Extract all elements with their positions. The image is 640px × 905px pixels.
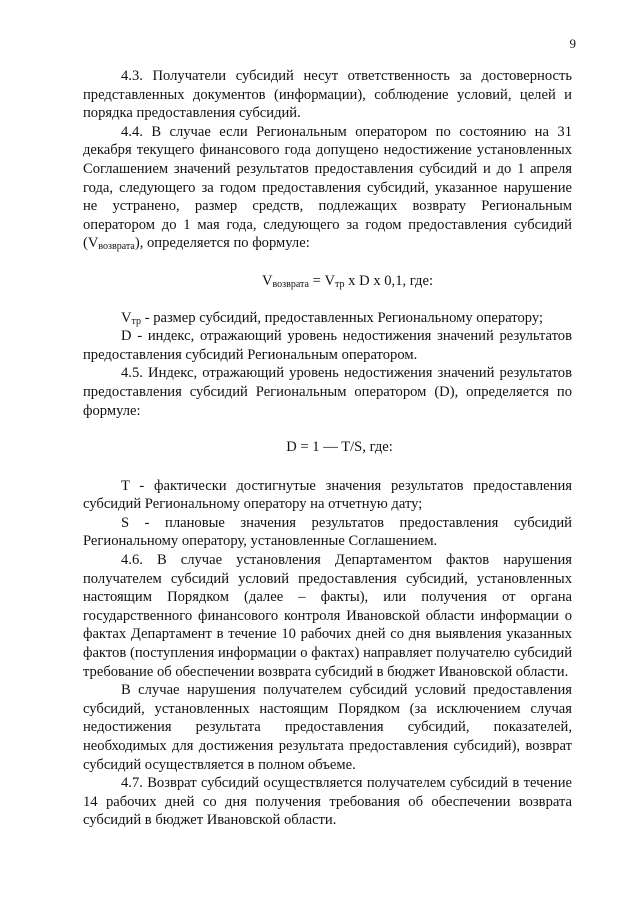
formula1-tr-sub: тр <box>335 278 345 290</box>
definition-vtr <box>83 309 572 328</box>
paragraph-4-6: 4.6. В случае установления Департаментом фактов нарушения получателем субсидий условий предоставления субсидий, установленных настоящим Порядком (далее – факты), или получения от органа государственного финансового контроля Ивановской области информации о фактах Департамент в течение 10 рабочих дней со дня выявления указанных фактов (поступления информации о фактах) направляет получателю субсидий требование об обеспечении возврата субсидий в бюджет Ивановской области. <box>83 552 572 680</box>
formula1-v: V <box>261 272 273 289</box>
definition-d: D - индекс, отражающий уровень недостижения значений результатов предоставления субсидий Региональным оператором. <box>83 328 572 363</box>
paragraph-4-4-text-b: ), определяется по формуле: <box>134 235 310 252</box>
vtr-text: - размер субсидий, предоставленных Региональному оператору; <box>141 309 544 326</box>
formula-d: D = 1 — T/S, где: <box>286 439 393 456</box>
paragraph-4-5: 4.5. Индекс, отражающий уровень недостижения значений результатов предоставления субсидий Региональным оператором (D), определяется по формуле: <box>83 365 572 419</box>
formula1-eq: = V <box>308 272 336 289</box>
formula-v-vozvrata <box>83 272 572 291</box>
definition-s: S - плановые значения результатов предоставления субсидий Региональному оператору, установленные Соглашением. <box>83 514 572 550</box>
paragraph-4-4 <box>83 123 572 253</box>
subscript-vozvrata: возврата <box>98 241 135 253</box>
vtr-sub: тр <box>131 315 142 327</box>
paragraph-4-3: 4.3. Получатели субсидий несут ответственность за достоверность представленных документов (информации), соблюдение условий, целей и порядка предоставления субсидий. <box>83 68 572 122</box>
paragraph-4-6-continued: В случае нарушения получателем субсидий условий предоставления субсидий, установленных настоящим Порядком (за исключением случая недостижения результата предоставления субсидий, показателей, необходимых для достижения результата предоставления субсидий), возврат субсидий осуществляется в полном объеме. <box>83 682 572 773</box>
formula1-rest: x D x 0,1, где: <box>344 272 434 289</box>
definition-t: T - фактически достигнутые значения результатов предоставления субсидий Региональному оператору на отчетную дату; <box>83 477 572 513</box>
document-body <box>83 67 572 830</box>
paragraph-4-7: 4.7. Возврат субсидий осуществляется получателем субсидий в течение 14 рабочих дней со дня получения требования об обеспечении возврата субсидий в бюджет Ивановской области. <box>83 775 572 829</box>
paragraph-4-4-text-a: 4.4. В случае если Региональным оператором по состоянию на 31 декабря текущего финансового года допущено недостижение установленных Соглашением значений результатов предоставления субсидий и до 1 апреля года, следующего за годом предоставления субсидий, указанное нарушение не устранено, размер средств, подлежащих возврату Региональным оператором до 1 мая года, следующего за годом предоставления субсидий (V <box>83 123 572 252</box>
page-number: 9 <box>569 36 576 51</box>
vtr-letter: V <box>121 309 132 326</box>
formula1-v-sub: возврата <box>272 278 309 290</box>
